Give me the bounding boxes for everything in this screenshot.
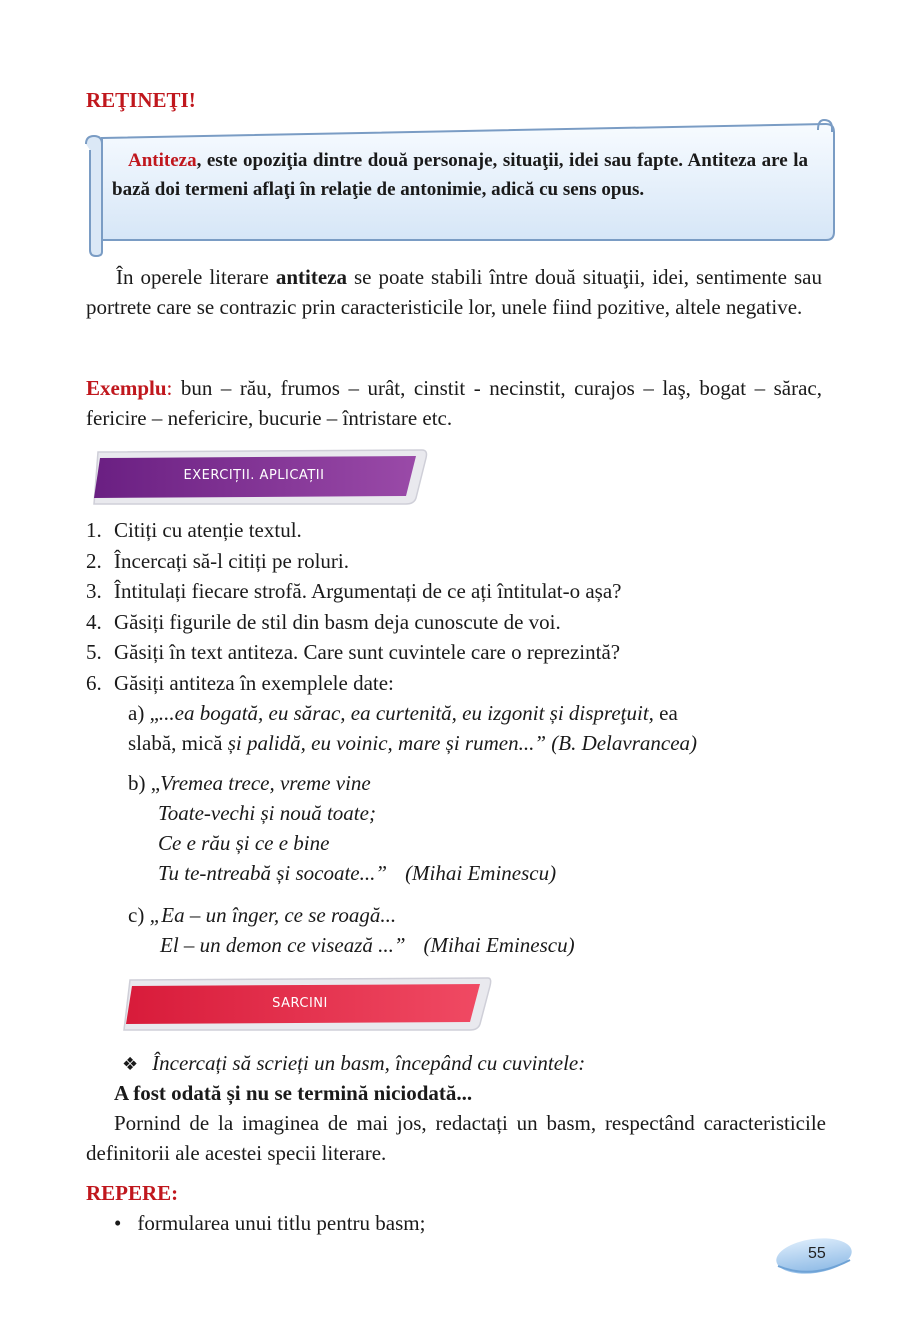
section-heading: REŢINEŢI! [86, 88, 196, 112]
example-b: b) „Vremea trece, vreme vine Toate-vechi și nouă toate; Ce e rău și ce e bine Tu te-ntreabă și socoate...” (Mihai Eminescu) [128, 771, 557, 885]
task-instruction: Pornind de la imaginea de mai jos, redactați un basm, respectând caracteristicile definitorii ale acestei specii literare. [86, 1111, 826, 1165]
tasks-banner-label: SARCINI [272, 996, 328, 1011]
list-item: 3. Întitulați fiecare strofă. Argumentați de ce ați întitulat-o așa? [86, 579, 622, 603]
example-a: a) „...ea bogată, eu sărac, ea curtenită, eu izgonit și dispreţuit, ea slabă, mică și palidă, eu voinic, mare și rumen...” (B. Delavrancea) [128, 701, 698, 755]
diamond-bullet-icon: ❖ [122, 1054, 139, 1075]
example-paragraph [86, 373, 822, 433]
list-item: 6. Găsiți antiteza în exemplele date: [86, 670, 394, 695]
bullet-icon: • [114, 1211, 122, 1235]
list-item: 2. Încercați să-l citiți pe roluri. [86, 548, 349, 573]
example-colon: : [166, 376, 173, 400]
intro-bold: antiteza [275, 265, 347, 289]
page-number: 55 [808, 1245, 826, 1262]
list-item: • formularea unui titlu pentru basm; [114, 1211, 426, 1235]
intro-before: În operele literare [116, 265, 276, 289]
intro-paragraph [86, 262, 822, 322]
definition-rest: , este opoziţia dintre două personaje, situaţii, idei sau fapte. Antiteza are la bază doi termeni aflaţi în relaţie de antonimie, adică cu sens opus. [112, 150, 808, 200]
list-item: 4. Găsiți figurile de stil din basm deja cunoscute de voi. [86, 609, 561, 634]
definition-term: Antiteza [128, 150, 197, 171]
task-opening: A fost odată și nu se termină niciodată... [114, 1081, 473, 1105]
example-c: c) „Ea – un înger, ce se roagă... El – un demon ce visează ...” (Mihai Eminescu) [128, 903, 575, 957]
example-label: Exemplu [86, 376, 167, 400]
exercise-list [86, 515, 846, 698]
exercises-banner-label: EXERCIȚII. APLICAȚII [183, 468, 325, 483]
intro-after: se poate stabili între două situaţii, idei, sentimente sau portrete care se contrazic prin caracteristicile lor, unele fiind pozitive, altele negative. [86, 265, 822, 319]
example-text: bun – rău, frumos – urât, cinstit - necinstit, curajos – laş, bogat – sărac, fericire – nefericire, bucurie – întristare etc. [86, 376, 822, 430]
definition-text [112, 146, 808, 204]
list-item: 1. Citiți cu atenție textul. [86, 518, 302, 542]
task-prompt: ❖ Încercați să scrieți un basm, începând cu cuvintele: [122, 1051, 586, 1075]
list-item: 5. Găsiți în text antiteza. Care sunt cuvintele care o reprezintă? [86, 640, 621, 664]
repere-heading: REPERE: [86, 1181, 179, 1205]
